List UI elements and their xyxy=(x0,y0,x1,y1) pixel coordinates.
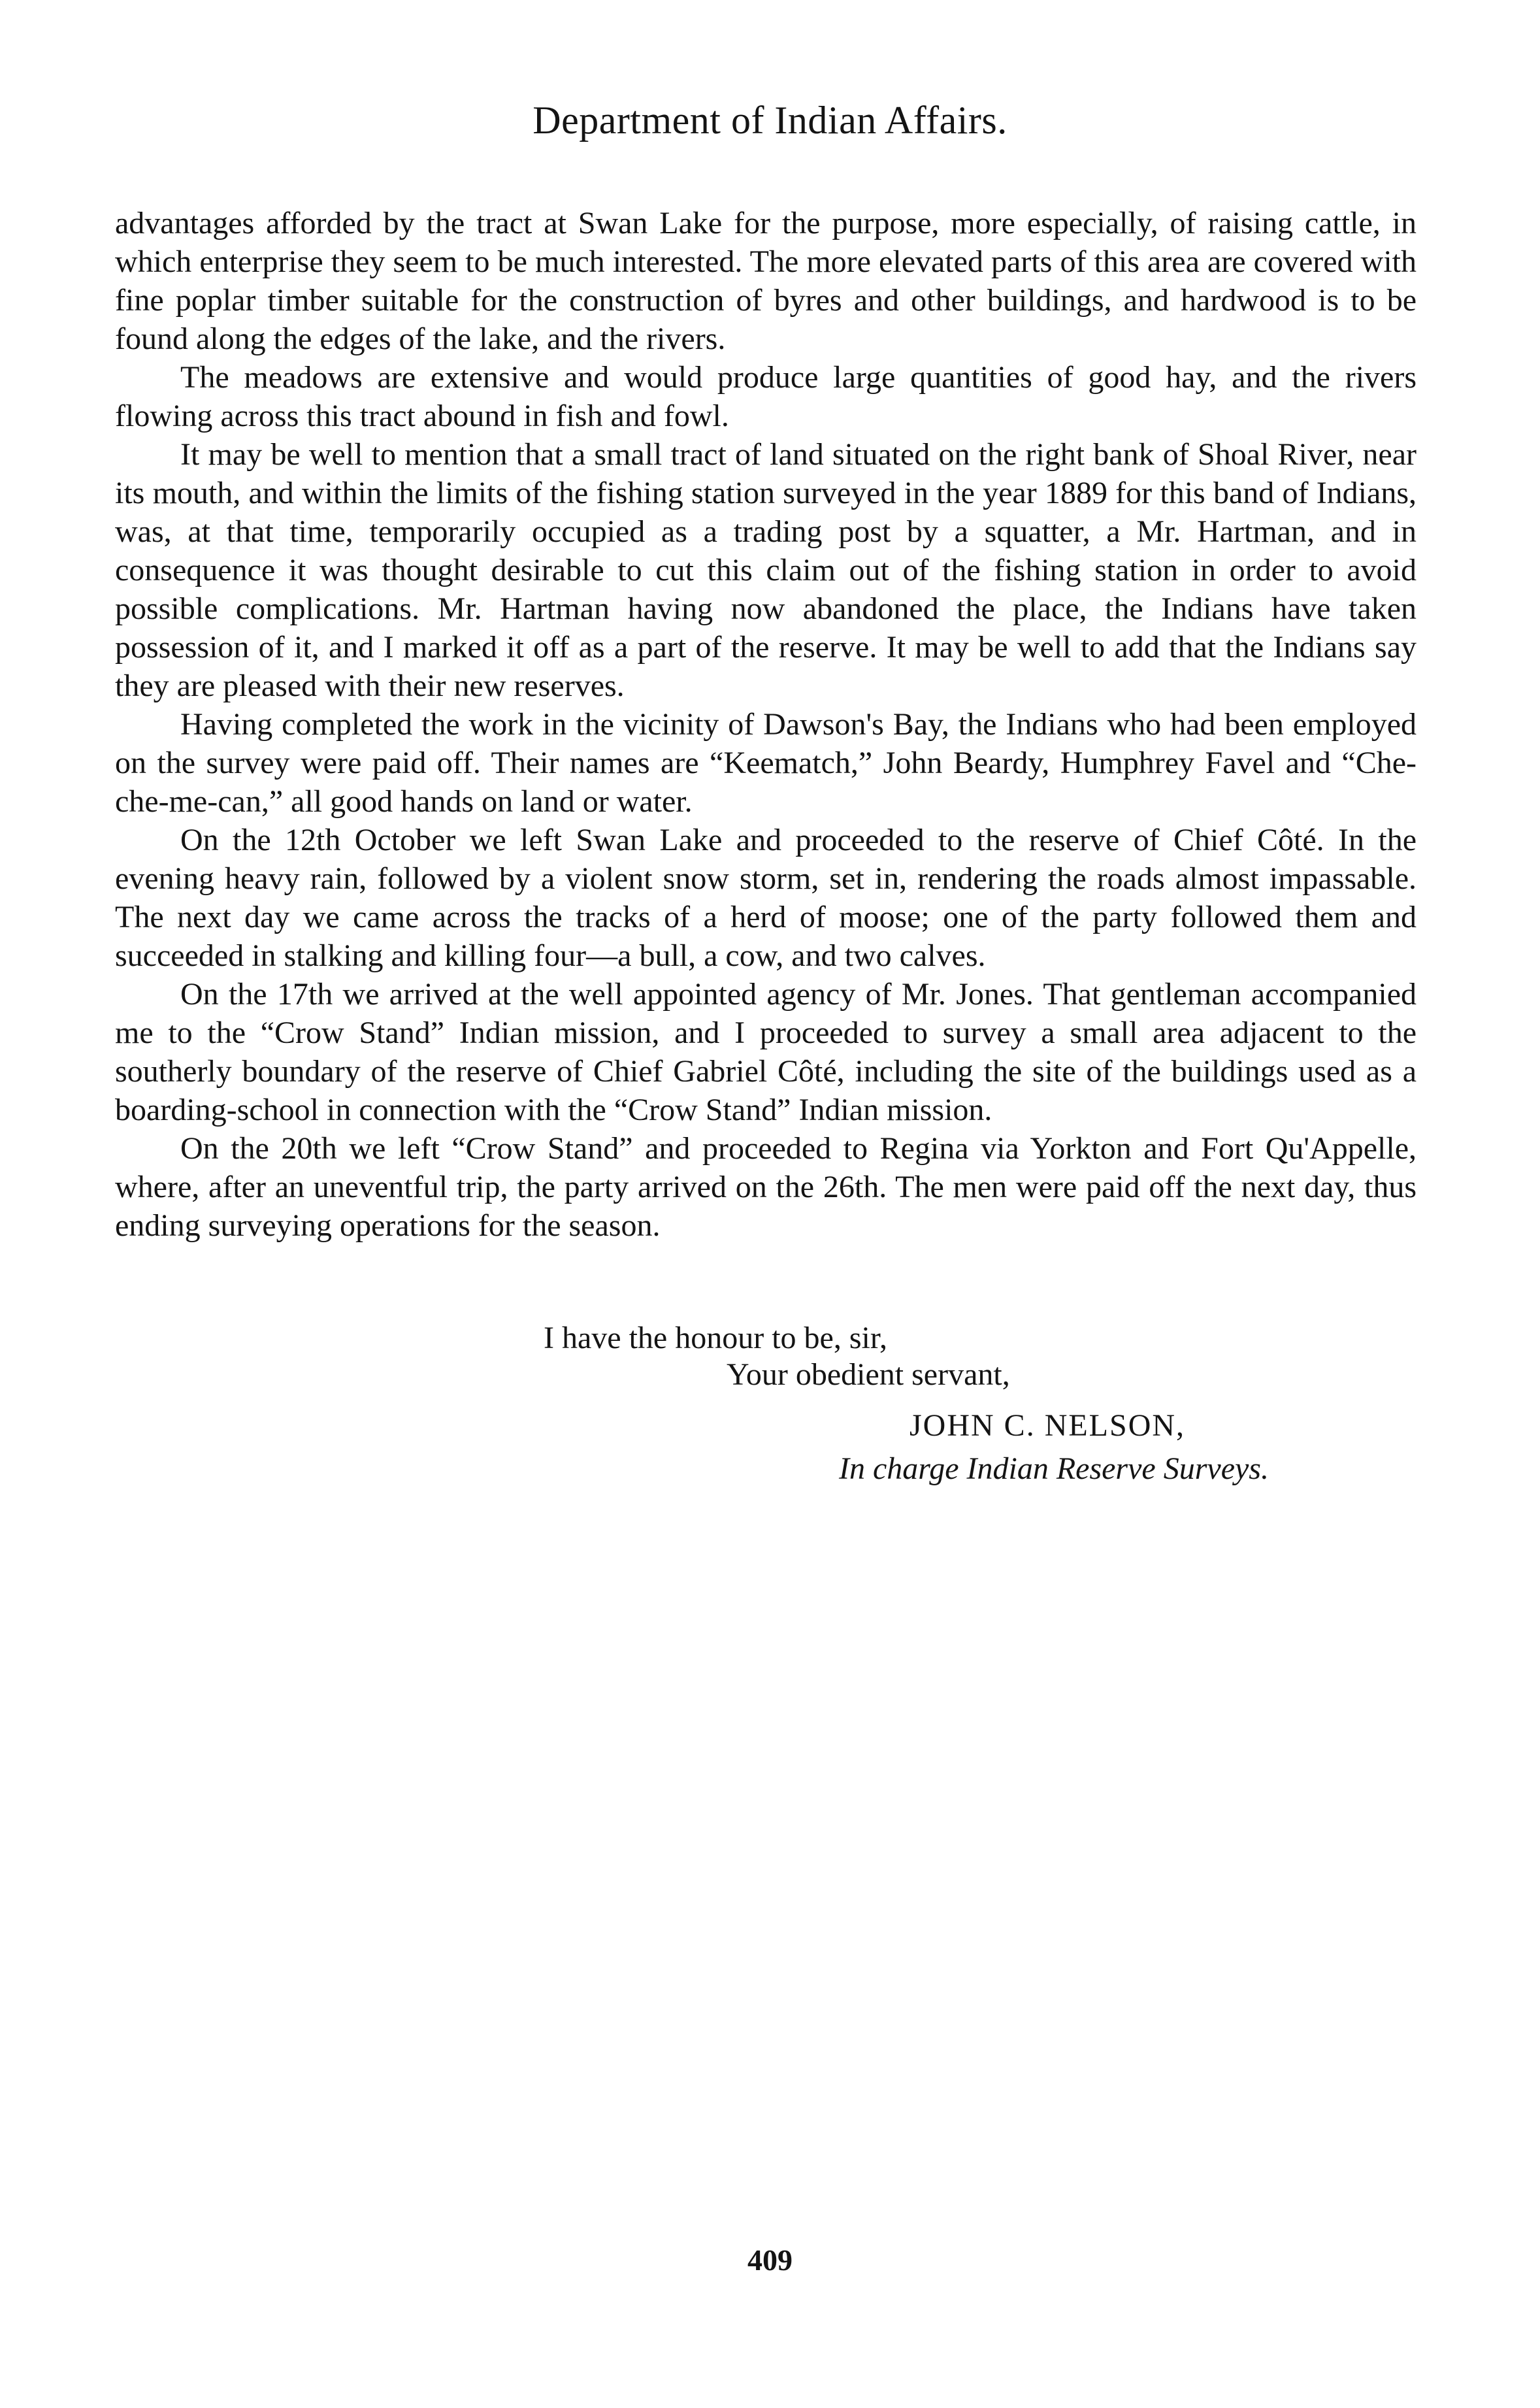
paragraph-17th: On the 17th we arrived at the well appointed agency of Mr. Jones. That gentleman accompanied me to the “Crow Stand” Indian mission, and I proceeded to survey a small area adjacent to the southerly boundary of the reserve of Chief Gabriel Côté, including the site of the buildings used as a boarding-school in connection with the “Crow Stand” Indian mission. xyxy=(115,977,1417,1127)
paragraph-dawsons-bay: Having completed the work in the vicinity of Dawson's Bay, the Indians who had been employed on the survey were paid off. Their names are “Keematch,” John Beardy, Humphrey Favel and “Che-che-me-can,” all good hands on land or water. xyxy=(115,707,1417,819)
paragraph-trading-post: It may be well to mention that a small tract of land situated on the right bank of Shoal River, near its mouth, and within the limits of the fishing station surveyed in the year 1889 for this band of Indians, was, at that time, temporarily occupied as a trading post by a squatter, a Mr. Hartman, and in consequence it was thought desirable to cut this claim out of the fishing station in order to avoid possible complications. Mr. Hartman having now abandoned the place, the Indians have taken possession of it, and I marked it off as a part of the reserve. It may be well to add that the Indians say they are pleased with their new reserves. xyxy=(115,437,1417,703)
paragraph-continuation: advantages afforded by the tract at Swan Lake for the purpose, more especially, of raising cattle, in which enterprise they seem to be much interested. The more elevated parts of this area are covered with fine poplar timber suitable for the construction of byres and other buildings, and hardwood is to be found along the edges of the lake, and the rivers. xyxy=(115,206,1417,356)
page-number: 409 xyxy=(747,2243,793,2277)
signer-title: In charge Indian Reserve Surveys. xyxy=(839,1451,1269,1486)
paragraph-12th-october: On the 12th October we left Swan Lake and proceeded to the reserve of Chief Côté. In the evening heavy rain, followed by a violent snow storm, set in, rendering the roads almost impassable. The next day we came across the tracks of a herd of moose; one of the party followed them and succeeded in stalking and killing four—a bull, a cow, and two calves. xyxy=(115,823,1417,973)
signer-name: JOHN C. NELSON, xyxy=(909,1408,1186,1443)
paragraph-20th: On the 20th we left “Crow Stand” and proceeded to Regina via Yorkton and Fort Qu'Appelle, where, after an uneventful trip, the party arrived on the 26th. The men were paid off the next day, thus ending surveying operations for the season. xyxy=(115,1131,1417,1243)
closing-servant: Your obedient servant, xyxy=(727,1357,1010,1392)
closing-greeting: I have the honour to be, sir, xyxy=(544,1321,887,1355)
page-header: Department of Indian Affairs. xyxy=(532,99,1008,142)
letter-body xyxy=(115,204,1417,1245)
paragraph-meadows: The meadows are extensive and would produce large quantities of good hay, and the rivers flowing across this tract abound in fish and fowl. xyxy=(115,360,1417,433)
